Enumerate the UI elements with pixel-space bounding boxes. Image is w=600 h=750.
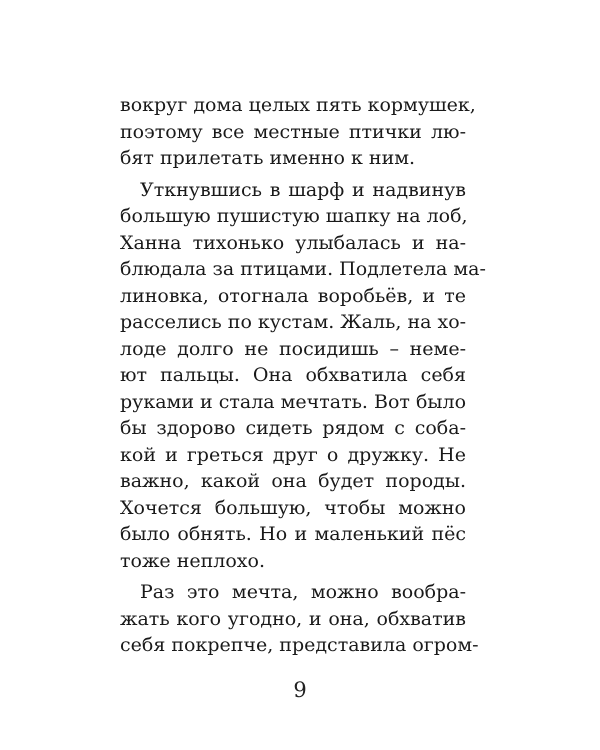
- text-line: себя покрепче, представила огром-: [120, 634, 479, 656]
- text-line: ют пальцы. Она обхватила себя: [120, 364, 466, 386]
- text-line: блюдала за птицами. Подлетела ма-: [120, 258, 486, 280]
- page-number: 9: [293, 678, 307, 702]
- text-line: расселись по кустам. Жаль, на хо-: [120, 311, 467, 333]
- text-line: тоже неплохо.: [120, 549, 265, 572]
- text-line: лоде долго не посидишь – неме-: [120, 337, 466, 360]
- text-line: руками и стала мечтать. Вот было: [120, 390, 467, 413]
- body-text: [120, 92, 486, 659]
- paragraph-1: [120, 92, 476, 172]
- text-line: Ханна тихонько улыбалась и на-: [120, 231, 466, 254]
- text-line: линовка, отогнала воробьёв, и те: [120, 284, 466, 307]
- text-line: Хочется большую, чтобы можно: [120, 496, 466, 519]
- text-line: бят прилетать именно к ним.: [120, 147, 416, 169]
- text-line: жать кого угодно, и она, обхватив: [120, 607, 466, 630]
- paragraph-2: [120, 177, 486, 575]
- text-line: поэтому все местные птички лю-: [120, 120, 466, 143]
- text-line: кой и греться друг о дружку. Не: [120, 443, 466, 466]
- text-line: важно, какой она будет породы.: [120, 470, 466, 492]
- text-line: Раз это мечта, можно вообра-: [140, 581, 466, 603]
- text-line: вокруг дома целых пять кормушек,: [120, 94, 476, 116]
- text-line: Уткнувшись в шарф и надвинув: [140, 178, 466, 201]
- paragraph-3: [120, 579, 479, 659]
- text-line: было обнять. Но и маленький пёс: [120, 523, 466, 545]
- text-line: бы здорово сидеть рядом с соба-: [120, 417, 466, 439]
- text-line: большую пушистую шапку на лоб,: [120, 205, 468, 227]
